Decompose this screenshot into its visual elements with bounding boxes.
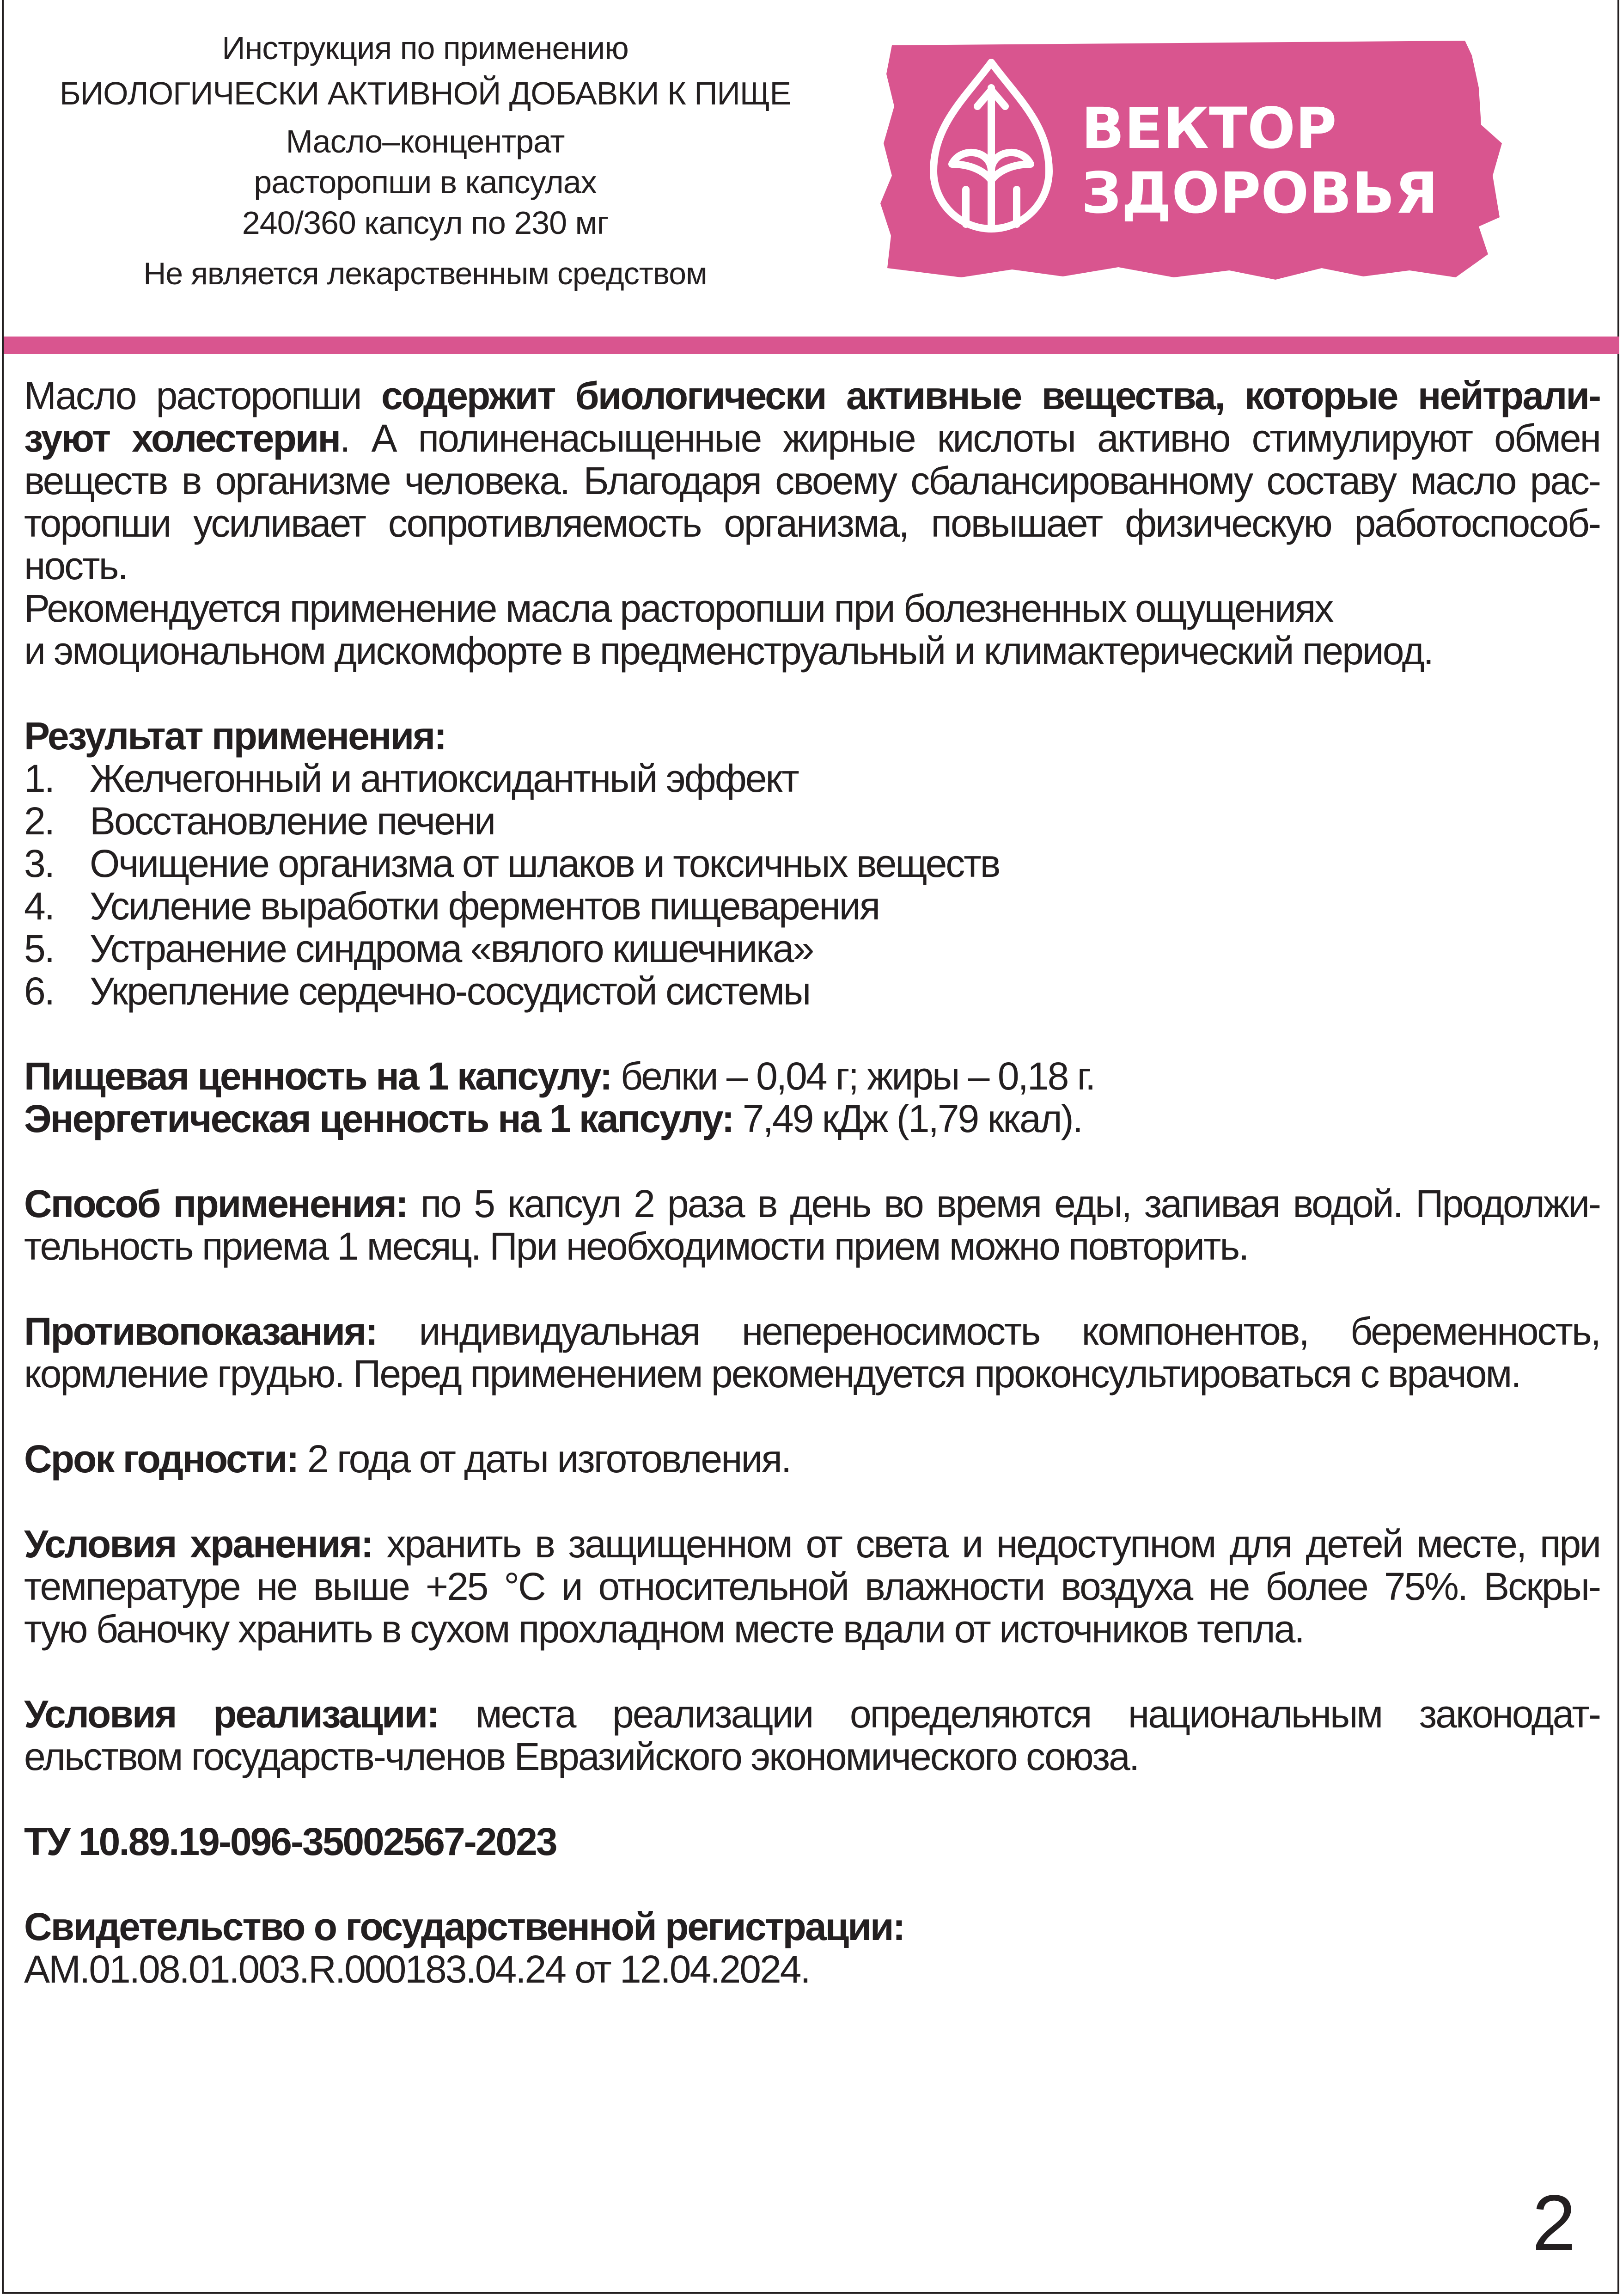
instruction-body — [24, 374, 1600, 1990]
list-text: Усиление выработки ферментов пищеварения — [90, 884, 879, 928]
header-line-4: расторопши в капсулах — [254, 164, 597, 200]
usage-label: Способ применения: — [24, 1182, 407, 1225]
list-text: Очищение организма от шлаков и токсичных веществ — [90, 842, 1000, 885]
intro-line-3: веществ в организме человека. Благодаря своему сбалансированному составу масло рас- — [24, 459, 1600, 502]
header-divider — [4, 337, 1619, 354]
sale-text: места реализации определяются национальным законодат- — [438, 1692, 1600, 1736]
list-number: 2. — [24, 799, 54, 843]
intro-line-6: Рекомендуется применение масла расторопши при болезненных ощущениях — [24, 587, 1333, 630]
list-text: Устранение синдрома «вялого кишечника» — [90, 927, 813, 970]
energy-value: 7,49 кДж (1,79 ккал). — [733, 1097, 1082, 1140]
list-number: 6. — [24, 969, 54, 1013]
header-line-6: Не является лекарственным средством — [143, 256, 707, 291]
contra-line-1 — [24, 1310, 1600, 1353]
list-item — [24, 757, 1600, 800]
brand-line-1: ВЕКТОР — [1081, 96, 1337, 161]
list-number: 1. — [24, 757, 54, 800]
header-line-1: Инструкция по применению — [222, 30, 628, 66]
intro-bold-text: содержит биологически активные вещества, которые нейтрали- — [381, 374, 1600, 417]
intro-line-2 — [24, 417, 1600, 459]
list-item — [24, 842, 1600, 885]
intro-text: . А полиненасыщенные жирные кислоты активно стимулируют обмен — [340, 416, 1600, 460]
list-item — [24, 800, 1600, 842]
sale-label: Условия реализации: — [24, 1692, 439, 1736]
list-text: Желчегонный и антиоксидантный эффект — [90, 757, 798, 800]
usage-line-1 — [24, 1182, 1600, 1225]
list-text: Восстановление печени — [90, 799, 495, 843]
energy-label: Энергетическая ценность на 1 капсулу: — [24, 1097, 733, 1140]
intro-line-1 — [24, 374, 1600, 417]
storage-line-3: тую баночку хранить в сухом прохладном месте вдали от источников тепла. — [24, 1607, 1304, 1651]
intro-line-7: и эмоциональном дискомфорте в предменструальный и климактерический период. — [24, 629, 1433, 673]
shelf-value: 2 года от даты изготовления. — [298, 1437, 791, 1481]
intro-line-5: ность. — [24, 544, 127, 588]
storage-label: Условия хранения: — [24, 1522, 372, 1566]
nutrition-value: белки – 0,04 г; жиры – 0,18 г. — [611, 1054, 1095, 1098]
registration-label: Свидетельство о государственной регистрации: — [24, 1905, 904, 1948]
nutrition-line — [24, 1055, 1600, 1097]
energy-line — [24, 1097, 1600, 1140]
list-number: 5. — [24, 927, 54, 970]
contra-label: Противопоказания: — [24, 1310, 377, 1353]
brand-logo — [878, 37, 1511, 282]
header-line-2: БИОЛОГИЧЕСКИ АКТИВНОЙ ДОБАВКИ К ПИЩЕ — [59, 75, 791, 111]
header-line-3: Масло–концентрат — [286, 123, 565, 159]
results-title: Результат применения: — [24, 714, 446, 758]
list-text: Укрепление сердечно-сосудистой системы — [90, 969, 810, 1013]
storage-line-2: температуре не выше +25 °С и относительной влажности воздуха не более 75%. Вскры- — [24, 1565, 1600, 1608]
leaflet-header — [18, 28, 832, 294]
list-item — [24, 927, 1600, 970]
list-number: 4. — [24, 884, 54, 928]
page-number: 2 — [1532, 2179, 1576, 2267]
header-line-5: 240/360 капсул по 230 мг — [242, 205, 609, 241]
registration-value: АМ.01.08.01.003.R.000183.04.24 от 12.04.2024. — [24, 1947, 810, 1991]
storage-text: хранить в защищенном от света и недоступном для детей месте, при — [372, 1522, 1600, 1566]
contra-text: индивидуальная непереносимость компонентов, беременность, — [377, 1310, 1600, 1353]
nutrition-label: Пищевая ценность на 1 капсулу: — [24, 1054, 611, 1098]
usage-line-2: тельность приема 1 месяц. При необходимости прием можно повторить. — [24, 1225, 1248, 1268]
tu-code: ТУ 10.89.19-096-35002567-2023 — [24, 1820, 556, 1863]
shelf-life-line — [24, 1438, 1600, 1480]
brand-line-2: ЗДОРОВЬЯ — [1081, 160, 1439, 226]
sale-line-2: ельством государств-членов Евразийского экономического союза. — [24, 1735, 1139, 1778]
intro-text: Масло расторопши — [24, 374, 381, 417]
contra-line-2: кормление грудью. Перед применением рекомендуется проконсультироваться с врачом. — [24, 1352, 1520, 1396]
shelf-label: Срок годности: — [24, 1437, 298, 1481]
usage-text: по 5 капсул 2 раза в день во время еды, запивая водой. Продолжи- — [407, 1182, 1600, 1225]
list-item — [24, 885, 1600, 927]
sale-line-1 — [24, 1693, 1600, 1735]
intro-line-4: торопши усиливает сопротивляемость организма, повышает физическую работоспособ- — [24, 502, 1600, 545]
list-number: 3. — [24, 842, 54, 885]
intro-bold-text: зуют холестерин — [24, 416, 340, 460]
list-item — [24, 970, 1600, 1012]
results-list — [24, 757, 1600, 1012]
storage-line-1 — [24, 1523, 1600, 1565]
